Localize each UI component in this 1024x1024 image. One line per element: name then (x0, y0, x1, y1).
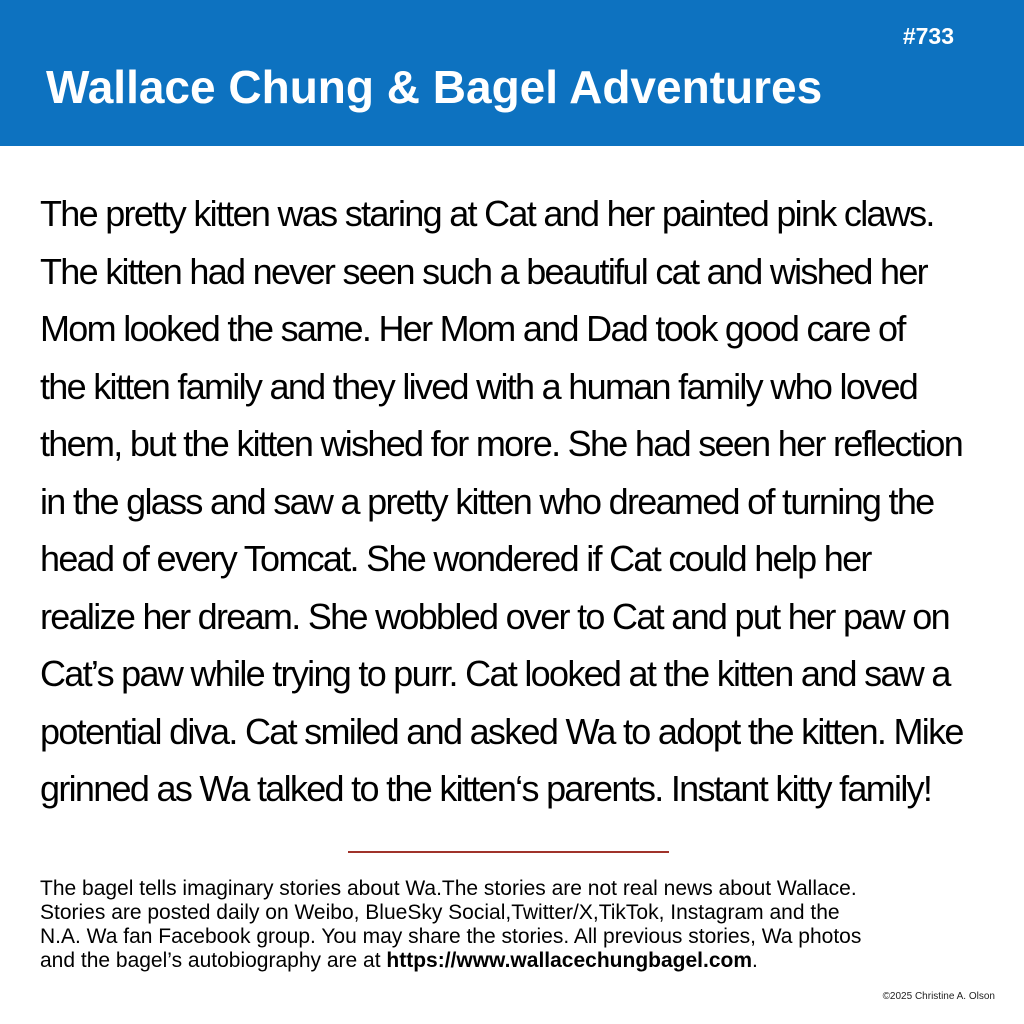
story-line: Mom looked the same. Her Mom and Dad took good care of (40, 308, 905, 349)
copyright-notice: ©2025 Christine A. Olson (882, 991, 995, 1002)
series-title: Wallace Chung & Bagel Adventures (46, 61, 823, 113)
website-suffix: . (752, 949, 758, 972)
story-line: The pretty kitten was staring at Cat and her painted pink claws. (40, 193, 934, 234)
disclaimer-line-with-link (40, 949, 990, 973)
story-line: grinned as Wa talked to the kitten‘s parents. Instant kitty family! (40, 768, 932, 809)
story-line: Cat’s paw while trying to purr. Cat looked at the kitten and saw a (40, 653, 950, 694)
story-line: them, but the kitten wished for more. She had seen her reflection (40, 423, 963, 464)
website-link[interactable]: https://www.wallacechungbagel.com (386, 949, 753, 972)
story-line: potential diva. Cat smiled and asked Wa to adopt the kitten. Mike (40, 710, 963, 752)
story-line: realize her dream. She wobbled over to Cat and put her paw on (40, 595, 949, 637)
story-line: the kitten family and they lived with a human family who loved (40, 365, 918, 407)
story-line: The kitten had never seen such a beautiful cat and wished her (40, 250, 927, 292)
disclaimer-line: The bagel tells imaginary stories about Wa.The stories are not real news about Wallace. (40, 877, 857, 900)
disclaimer-line: Stories are posted daily on Weibo, BlueSky Social,Twitter/X,TikTok, Instagram and the (40, 901, 840, 924)
disclaimer-line-text: and the bagel’s autobiography are at (40, 949, 387, 972)
story-line: in the glass and saw a pretty kitten who dreamed of turning the (40, 480, 934, 522)
section-divider (348, 851, 669, 853)
disclaimer-text (40, 877, 990, 973)
story-line: head of every Tomcat. She wondered if Cat could help her (40, 538, 871, 579)
header-banner (0, 0, 1024, 146)
disclaimer-line: N.A. Wa fan Facebook group. You may share the stories. All previous stories, Wa photos (40, 925, 862, 948)
episode-number: #733 (902, 23, 954, 49)
story-text (40, 185, 1024, 818)
